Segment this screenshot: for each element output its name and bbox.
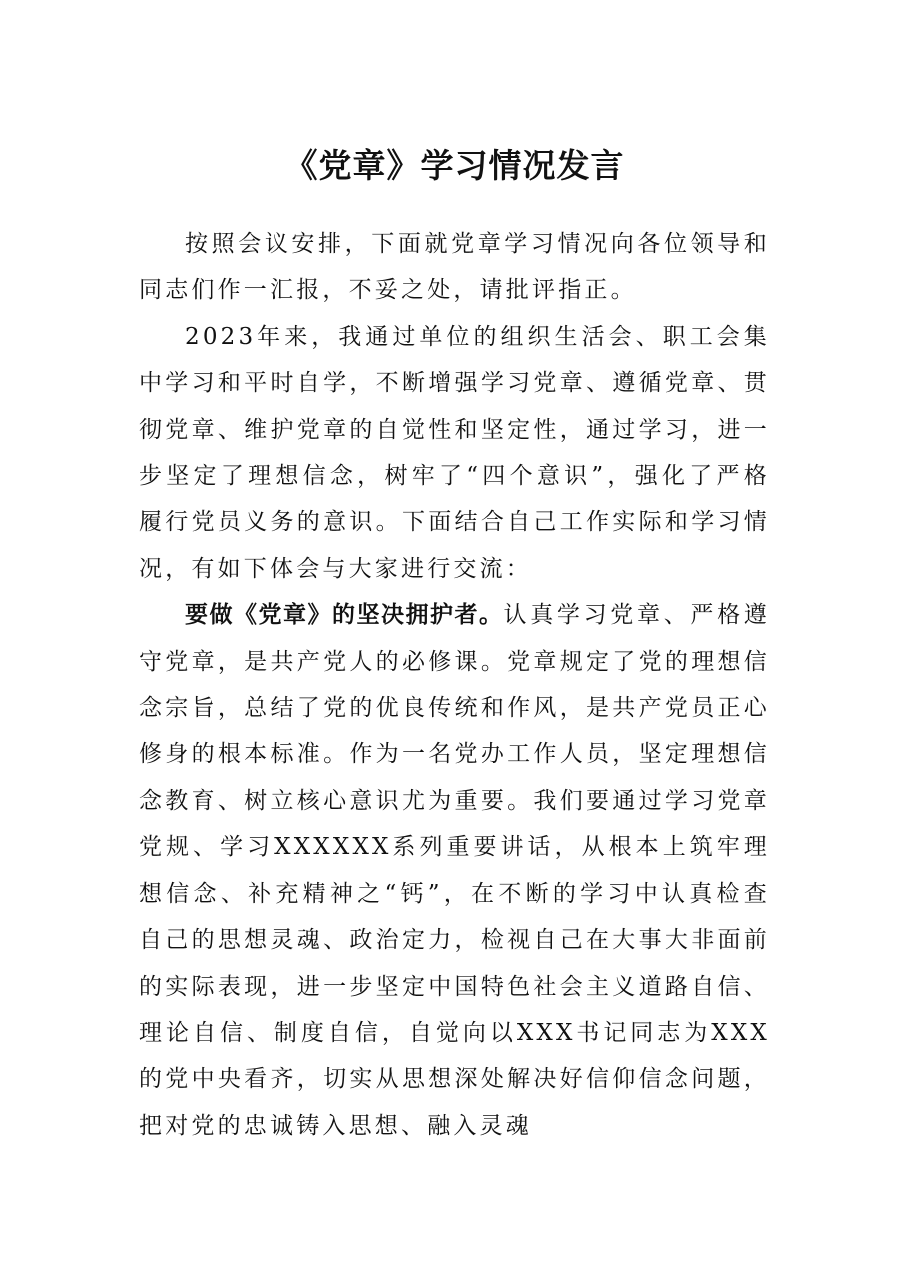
- document-title: 《党章》学习情况发言: [284, 146, 625, 185]
- paragraph-1: [139, 221, 770, 314]
- paragraph-1-text: 按照会议安排，下面就党章学习情况向各位领导和同志们作一汇报，不妥之处，请批评指正。: [139, 231, 770, 304]
- paragraph-3-lead: 要做《党章》的坚决拥护者。: [185, 602, 504, 629]
- paragraph-3-text: 认真学习党章、严格遵守党章，是共产党人的必修课。党章规定了党的理想信念宗旨，总结了党的优良传统和作风，是共产党员正心修身的根本标准。作为一名党办工作人员，坚定理想信念教育、树立核心意识尤为重要。我们要通过学习党章党规、学习XXXXXX系列重要讲话，从根本上筑牢理想信念、补充精神之“钙”，在不断的学习中认真检查自己的思想灵魂、政治定力，检视自己在大事大非面前的实际表现，进一步坚定中国特色社会主义道路自信、理论自信、制度自信，自觉向以XXX书记同志为XXX的党中央看齐，切实从思想深处解决好信仰信念问题，把对党的忠诚铸入思想、融入灵魂: [139, 602, 770, 1139]
- paragraph-2: [139, 314, 770, 592]
- paragraph-2-text: 2023年来，我通过单位的组织生活会、职工会集中学习和平时自学，不断增强学习党章、遵循党章、贯彻党章、维护党章的自觉性和坚定性，通过学习，进一步坚定了理想信念，树牢了“四个意识”，强化了严格履行党员义务的意识。下面结合自己工作实际和学习情况，有如下体会与大家进行交流：: [139, 323, 770, 582]
- paragraph-3: [139, 592, 770, 1149]
- document-body: [139, 221, 770, 1149]
